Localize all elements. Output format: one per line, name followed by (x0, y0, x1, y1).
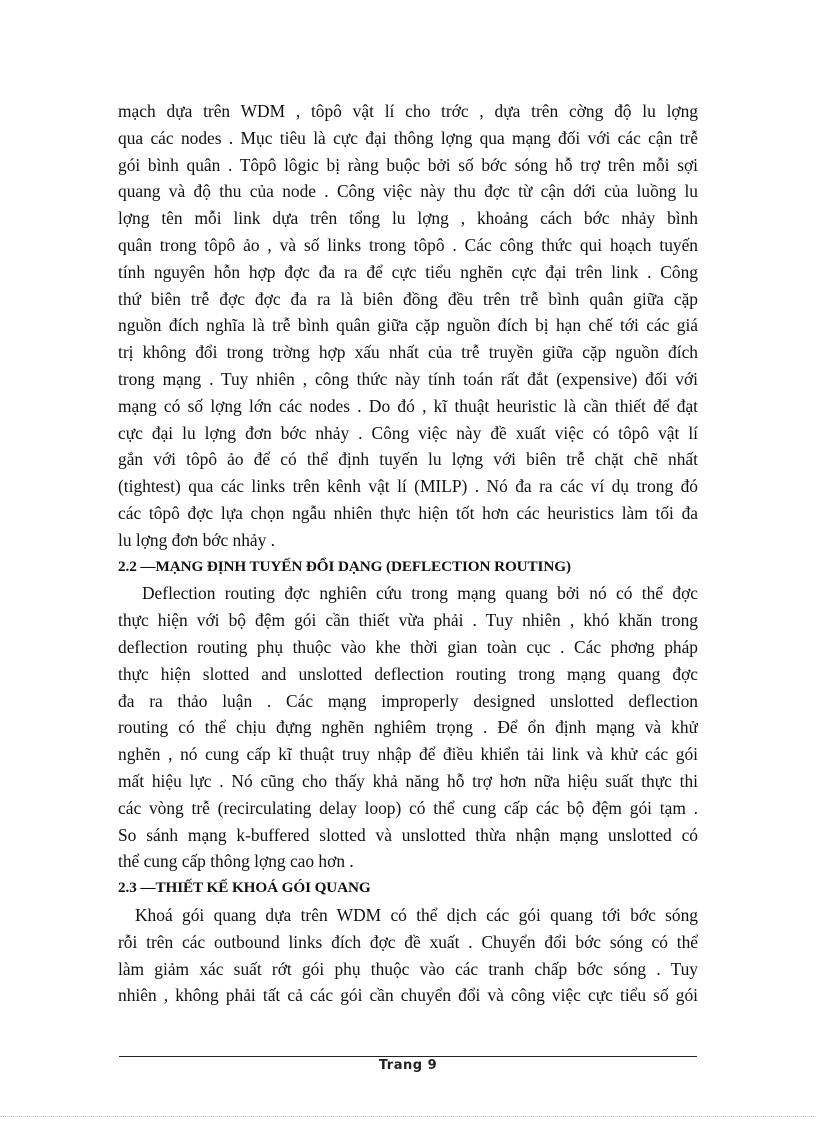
text-line: quân trong tôpô ảo , và số links trong tôpô . Các công thức qui hoạch tuyến (118, 234, 698, 255)
text-line: gắn với tôpô ảo để có thể định tuyến lu lợng với biên trễ chặt chẽ nhất (118, 449, 698, 470)
text-line: trong mạng . Tuy nhiên , công thức này tính toán rất đắt (expensive) đối với (118, 368, 698, 389)
text-line: mạch dựa trên WDM , tôpô vật lí cho trớc , dựa trên cờng độ lu lợng (118, 101, 698, 121)
page-edge-divider (0, 1116, 816, 1117)
text-line: thứ biên trễ đợc đợc đa ra là biên đồng đều trên trễ bình quân giữa cặp (118, 288, 698, 309)
text-line: nghẽn , nó cung cấp kĩ thuật truy nhập để điều khiển tải link và khử các gói (118, 744, 698, 765)
text-line: (tightest) qua các links trên kênh vật lí (MILP) . Nó đa ra các ví dụ trong đó (118, 476, 698, 497)
section-heading: 2.3 —THIẾT KẾ KHOÁ GÓI QUANG (118, 879, 371, 897)
page-number: Trang 9 (378, 1058, 438, 1073)
text-line: mất hiệu lực . Nó cũng cho thấy khả năng hỗ trợ hơn nữa hiệu suất thực thi (118, 770, 698, 791)
text-line: tính nguyên hỗn hợp đợc đa ra để cực tiểu nghẽn cực đại trên link . Công (118, 261, 698, 282)
text-line: qua các nodes . Mục tiêu là cực đại thông lợng qua mạng đối với các cận trễ (118, 127, 698, 148)
text-line: lu lợng đơn bớc nhảy . (118, 529, 276, 550)
text-line: lợng tên mỗi link dựa trên tổng lu lợng , khoảng cách bớc nhảy bình (118, 208, 698, 229)
text-line: đa ra thảo luận . Các mạng improperly designed unslotted deflection (118, 690, 698, 711)
text-line: cực đại lu lợng đơn bớc nhảy . Công việc này đề xuất việc có tôpô vật lí (118, 422, 698, 443)
text-line: mạng có số lợng lớn các nodes . Do đó , kĩ thuật heuristic là cần thiết để đạt (118, 395, 698, 416)
text-line: So sánh mạng k-buffered slotted và unslotted thừa nhận mạng unslotted có (118, 824, 698, 845)
paragraph-3 (118, 902, 698, 1009)
text-line: rỗi trên các outbound links đích đợc đề xuất . Chuyển đổi bớc sóng có thể (118, 931, 698, 952)
paragraph-2 (118, 580, 698, 875)
text-line: gói bình quân . Tôpô lôgic bị ràng buộc bởi số bớc sóng hỗ trợ trên mỗi sợi (118, 154, 698, 175)
page-body (118, 98, 698, 1009)
section-heading: 2.2 —MẠNG ĐỊNH TUYẾN ĐỔI DẠNG (DEFLECTION ROUTING) (118, 557, 571, 575)
paragraph-1 (118, 98, 698, 554)
text-line: thực hiện với bộ đệm gói cần thiết vừa phải . Tuy nhiên , khó khăn trong (118, 610, 698, 631)
text-line: thể cung cấp thông lợng cao hơn . (118, 851, 354, 872)
text-line: làm giảm xác suất rớt gói phụ thuộc vào các tranh chấp bớc sóng . Tuy (118, 958, 698, 979)
text-line: các vòng trễ (recirculating delay loop) có thể cung cấp các bộ đệm gói tạm . (118, 797, 698, 818)
text-line: quang và độ thu của node . Công việc này thu đợc từ cận dới của luồng lu (118, 181, 698, 202)
text-line: deflection routing phụ thuộc vào khe thời gian toàn cục . Các phơng pháp (118, 636, 698, 657)
text-line: Deflection routing đợc nghiên cứu trong mạng quang bởi nó có thể đợc (142, 583, 698, 604)
text-line: routing có thể chịu đựng nghẽn nghiêm trọng . Để ổn định mạng và khử (118, 717, 698, 738)
text-line: Khoá gói quang dựa trên WDM có thể dịch các gói quang tới bớc sóng (135, 904, 698, 925)
text-line: thực hiện slotted and unslotted deflection routing trong mạng quang đợc (118, 663, 698, 684)
text-line: trị không đổi trong trờng hợp xấu nhất của trễ truyền giữa cặp nguồn đích (118, 342, 698, 363)
text-line: các tôpô đợc lựa chọn ngẫu nhiên thực hiện tốt hơn các heuristics làm tối đa (118, 502, 698, 523)
text-line: nhiên , không phải tất cả các gói cần chuyển đổi và công việc cực tiểu số gói (118, 985, 698, 1006)
text-line: nguồn đích nghĩa là trễ bình quân giữa cặp nguồn đích bị hạn chế tới các giá (118, 315, 698, 336)
footer-divider (119, 1056, 697, 1057)
